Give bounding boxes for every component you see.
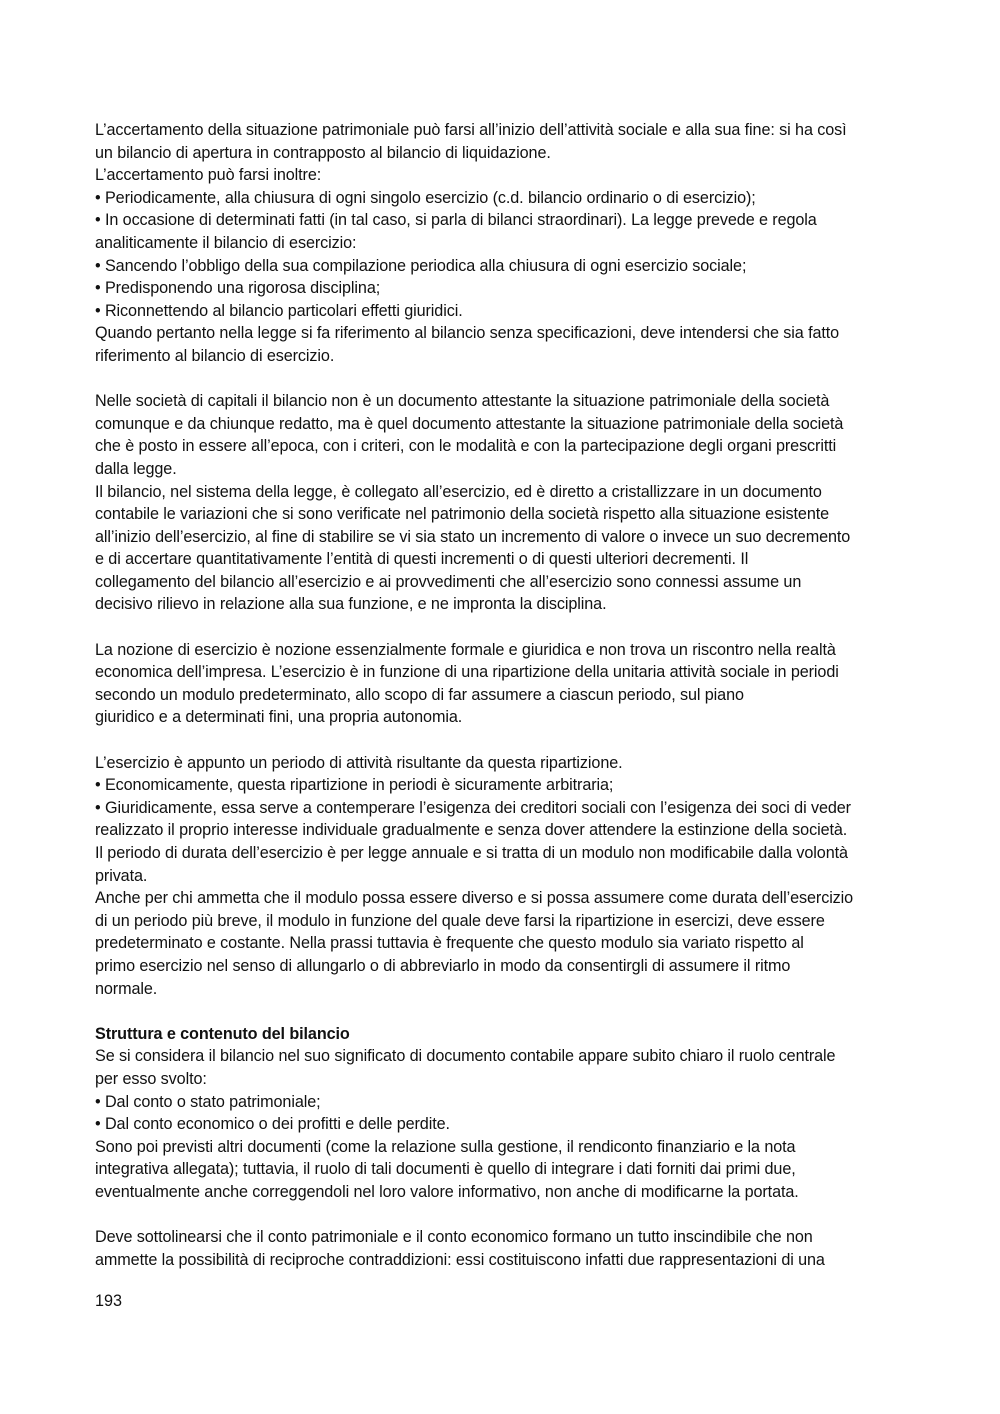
text-line: di un periodo più breve, il modulo in funzione del quale deve farsi la ripartizione in esercizi, deve essere bbox=[95, 911, 825, 930]
text-line: un bilancio di apertura in contrapposto al bilancio di liquidazione. bbox=[95, 143, 551, 162]
bullet-line: • Riconnettendo al bilancio particolari effetti giuridici. bbox=[95, 301, 463, 320]
text-line: collegamento del bilancio all’esercizio e ai provvedimenti che all’esercizio sono connessi assume un bbox=[95, 572, 802, 591]
text-line: predeterminato e costante. Nella prassi tuttavia è frequente che questo modulo sia variato rispetto al bbox=[95, 934, 804, 953]
text-line: Quando pertanto nella legge si fa riferimento al bilancio senza specificazioni, deve intendersi che sia fatto bbox=[95, 324, 840, 343]
paragraph-gap bbox=[95, 729, 910, 752]
text-line: secondo un modulo predeterminato, allo scopo di far assumere a ciascun periodo, sul piano bbox=[95, 685, 744, 704]
text-line: Anche per chi ammetta che il modulo possa essere diverso e si possa assumere come durata dell’esercizio bbox=[95, 889, 854, 908]
text-line: riferimento al bilancio di esercizio. bbox=[95, 346, 335, 365]
text-line: L’accertamento può farsi inoltre: bbox=[95, 166, 322, 185]
page-number: 193 bbox=[95, 1292, 123, 1310]
paragraph-gap bbox=[95, 368, 910, 391]
text-line: che è posto in essere all’epoca, con i criteri, con le modalità e con la partecipazione degli organi prescritti bbox=[95, 437, 837, 456]
text-line: Nelle società di capitali il bilancio non è un documento attestante la situazione patrimoniale della società bbox=[95, 392, 830, 411]
text-line: all’inizio dell’esercizio, al fine di stabilire se vi sia stato un incremento di valore o invece un suo decremento bbox=[95, 527, 851, 546]
text-line: Sono poi previsti altri documenti (come la relazione sulla gestione, il rendiconto finanziario e la nota bbox=[95, 1137, 796, 1156]
section-heading: Struttura e contenuto del bilancio bbox=[95, 1024, 350, 1043]
bullet-line: • Predisponendo una rigorosa disciplina; bbox=[95, 279, 381, 298]
text-line: contabile le variazioni che si sono verificate nel patrimonio della società rispetto alla situazione esistente bbox=[95, 505, 830, 524]
text-line: eventualmente anche correggendoli nel loro valore informativo, non anche di modificarne la portata. bbox=[95, 1182, 799, 1201]
text-line: per esso svolto: bbox=[95, 1069, 207, 1088]
text-line: Il bilancio, nel sistema della legge, è collegato all’esercizio, ed è diretto a cristallizzare in un documento bbox=[95, 482, 822, 501]
text-line: economica dell’impresa. L’esercizio è in funzione di una ripartizione della unitaria attività sociale in periodi bbox=[95, 663, 839, 682]
text-line: e di accertare quantitativamente l’entità di questi incrementi o di questi ulteriori decrementi. Il bbox=[95, 550, 749, 569]
text-line: comunque e da chiunque redatto, ma è quel documento attestante la situazione patrimoniale della società bbox=[95, 414, 844, 433]
text-line: Se si considera il bilancio nel suo significato di documento contabile appare subito chiaro il ruolo centrale bbox=[95, 1047, 836, 1066]
bullet-line: • Periodicamente, alla chiusura di ogni singolo esercizio (c.d. bilancio ordinario o di esercizio); bbox=[95, 188, 756, 207]
paragraph-gap bbox=[95, 1204, 910, 1227]
text-line: realizzato il proprio interesse individuale gradualmente e senza dover attendere la estinzione della società. bbox=[95, 821, 848, 840]
text-line: dalla legge. bbox=[95, 459, 177, 478]
bullet-line: • In occasione di determinati fatti (in tal caso, si parla di bilanci straordinari). La legge prevede e regola bbox=[95, 211, 817, 230]
text-line: L’accertamento della situazione patrimoniale può farsi all’inizio dell’attività sociale e alla sua fine: si ha così bbox=[95, 121, 847, 139]
text-line: ammette la possibilità di reciproche contraddizioni: essi costituiscono infatti due rappresentazioni di una bbox=[95, 1250, 825, 1269]
text-line: privata. bbox=[95, 866, 148, 885]
bullet-line: • Dal conto economico o dei profitti e delle perdite. bbox=[95, 1115, 450, 1134]
bullet-line: • Economicamente, questa ripartizione in periodi è sicuramente arbitraria; bbox=[95, 776, 614, 795]
text-line: Il periodo di durata dell’esercizio è per legge annuale e si tratta di un modulo non modificabile dalla volontà bbox=[95, 844, 848, 862]
text-line: decisivo rilievo in relazione alla sua funzione, e ne impronta la disciplina. bbox=[95, 595, 607, 614]
bullet-line: • Dal conto o stato patrimoniale; bbox=[95, 1092, 321, 1111]
paragraph-gap bbox=[95, 1000, 910, 1023]
document-body bbox=[95, 119, 910, 1271]
bullet-line: • Giuridicamente, essa serve a contemperare l’esigenza dei creditori sociali con l’esigenza dei soci di veder bbox=[95, 798, 851, 817]
paragraph-gap bbox=[95, 616, 910, 639]
text-line: analiticamente il bilancio di esercizio: bbox=[95, 233, 357, 252]
text-line: L’esercizio è appunto un periodo di attività risultante da questa ripartizione. bbox=[95, 753, 623, 772]
text-line: normale. bbox=[95, 979, 158, 998]
text-line: integrativa allegata); tuttavia, il ruolo di tali documenti è quello di integrare i dati forniti dai primi due, bbox=[95, 1160, 796, 1179]
text-line: giuridico e a determinati fini, una propria autonomia. bbox=[95, 708, 463, 727]
bullet-line: • Sancendo l’obbligo della sua compilazione periodica alla chiusura di ogni esercizio sociale; bbox=[95, 256, 747, 275]
text-line: primo esercizio nel senso di allungarlo o di abbreviarlo in modo da consentirgli di assumere il ritmo bbox=[95, 956, 791, 975]
text-line: Deve sottolinearsi che il conto patrimoniale e il conto economico formano un tutto inscindibile che non bbox=[95, 1228, 813, 1247]
text-line: La nozione di esercizio è nozione essenzialmente formale e giuridica e non trova un riscontro nella realtà bbox=[95, 640, 836, 659]
